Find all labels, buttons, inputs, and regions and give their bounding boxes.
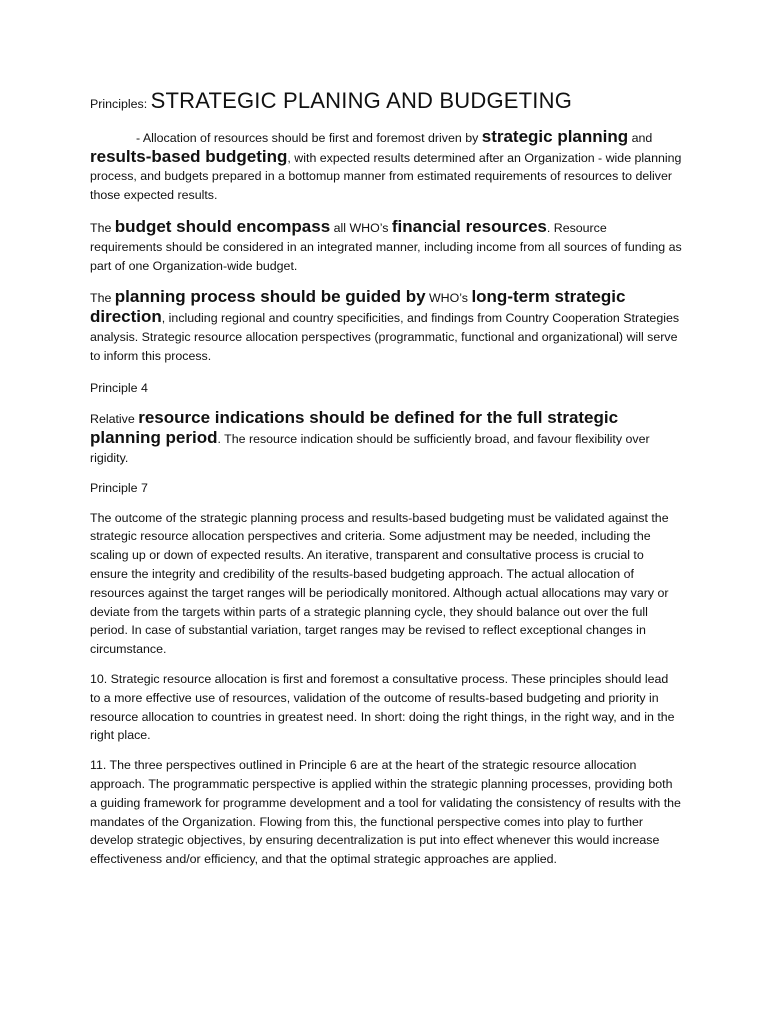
paragraph-10: 10. Strategic resource allocation is first and foremost a consultative process. These principles should lead to a more effective use of resources, validation of the outcome of results-based budgeting and priority in resource allocation to countries in greatest need. In short: doing the right things, in the right way, and in the right place. <box>90 671 675 743</box>
paragraph-outcome: The outcome of the strategic planning process and results-based budgeting must be validated against the strategic resource allocation perspectives and criteria. Some adjustment may be needed, including the scaling up or down of expected results. An iterative, transparent and consultative process is crucial to ensure the integrity and credibility of the results-based budgeting approach. The actual allocation of resources against the target ranges will be periodically monitored. Although actual allocations may vary or deviate from the targets within parts of a strategic planning cycle, they should balance out over the full period. In case of substantial variation, target ranges may be revised to reflect exceptional changes in circumstance. <box>90 510 669 657</box>
document-page <box>90 88 682 881</box>
p1-text-a: - Allocation of resources should be first and foremost driven by <box>136 130 482 145</box>
p2-text-a: The <box>90 220 115 235</box>
p4-emph-resource: resource indications should be defined for the full strategic planning period <box>90 408 619 448</box>
p3-text-a: The <box>90 291 115 306</box>
p2-emph-financial: financial resources <box>391 216 547 236</box>
paragraph-resource-indications <box>90 409 682 467</box>
principle-4-heading: Principle 4 <box>90 380 148 395</box>
p2-text-c: all WHO’s <box>330 220 392 235</box>
p4-text-a: Relative <box>90 412 139 427</box>
p2-text-e: . Resource requirements should be considered in an integrated manner, including income from all sources of funding as part of one Organization-wide budget. <box>90 220 682 273</box>
document-title <box>90 88 682 114</box>
p3-text-c: WHO’s <box>425 291 472 306</box>
p3-emph-planning: planning process should be guided by <box>114 287 426 307</box>
paragraph-11: 11. The three perspectives outlined in Principle 6 are at the heart of the strategic resource allocation approach. The programmatic perspective is applied within the strategic planning processes, providing both a guiding framework for programme development and a tool for validating the consistency of results with the mandates of the Organization. Flowing from this, the functional perspective comes into play to further develop strategic objectives, by ensuring decentralization is put into effect whenever this would increase effectiveness and/or efficiency, and that the optimal strategic approaches are applied. <box>90 758 681 867</box>
paragraph-budget <box>90 218 682 275</box>
p1-emph-strategic-planning: strategic planning <box>481 126 629 146</box>
p1-text-e: , with expected results determined after an Organization - wide planning process, and budgets prepared in a bottomup manner from estimated requirements of resources to deliver those expected results. <box>90 150 682 203</box>
title-prefix: Principles: <box>90 97 151 111</box>
p1-text-c: and <box>628 130 653 145</box>
paragraph-planning-process <box>90 288 682 365</box>
p3-text-e: , including regional and country specificities, and findings from Country Cooperation Strategies analysis. Strategic resource allocation perspectives (programmatic, functional and organizational) will serve to inform this process. <box>90 311 680 363</box>
principle-7-heading: Principle 7 <box>90 480 148 495</box>
p2-emph-budget: budget should encompass <box>114 216 331 236</box>
p3-emph-direction: long-term strategic direction <box>90 287 626 327</box>
title-main: STRATEGIC PLANING AND BUDGETING <box>150 88 573 113</box>
p4-text-c: . The resource indication should be sufficiently broad, and favour flexibility over rigidity. <box>90 432 650 465</box>
p1-emph-results-based: results-based budgeting <box>90 146 288 166</box>
paragraph-allocation <box>90 128 682 205</box>
